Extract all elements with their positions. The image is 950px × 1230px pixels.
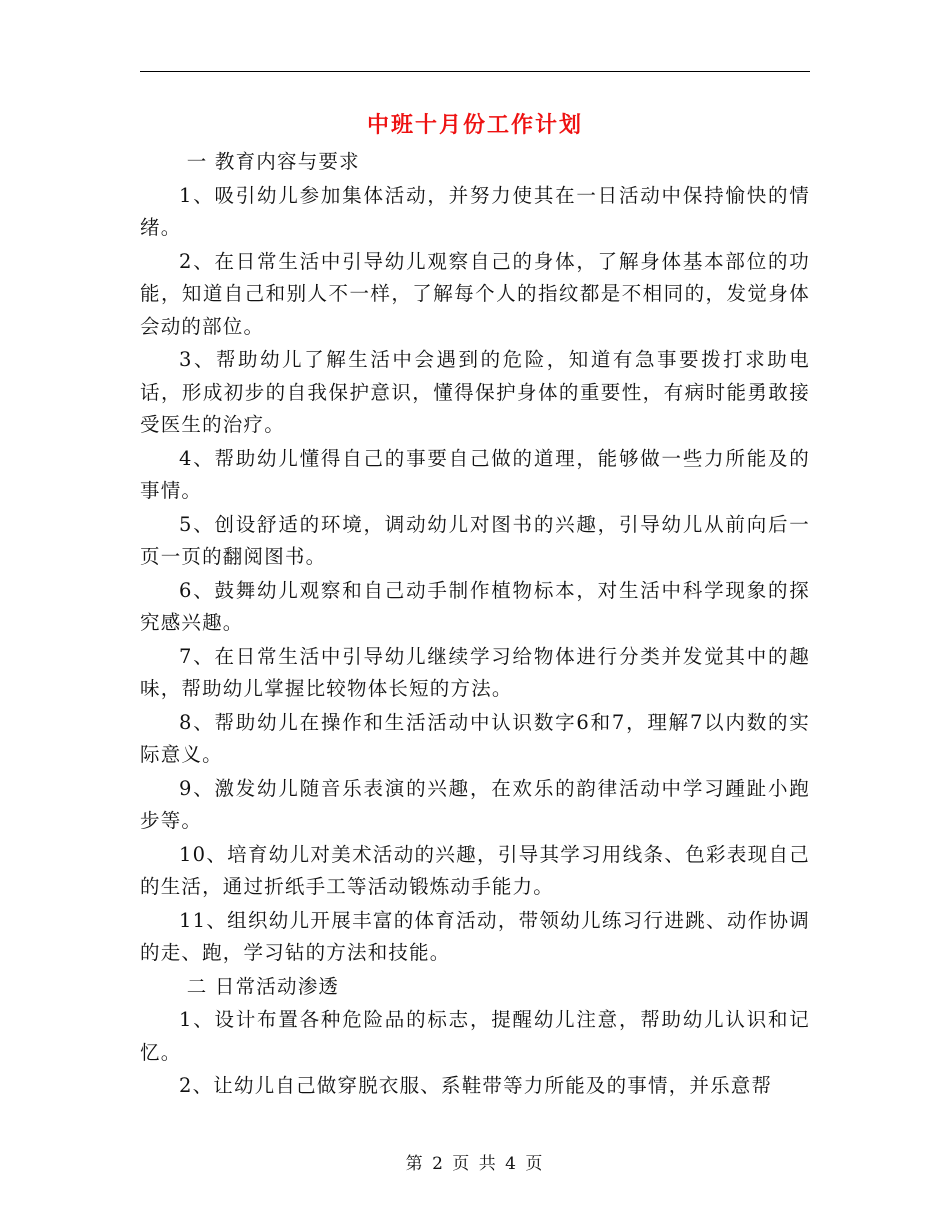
list-item: 11、组织幼儿开展丰富的体育活动，带领幼儿练习行进跳、动作协调的走、跑，学习钻的方法和技能。 xyxy=(140,908,810,964)
document-title: 中班十月份工作计划 xyxy=(366,112,583,138)
page-number: 第 2 页 共 4 页 xyxy=(405,1154,545,1174)
list-item: 7、在日常生活中引导幼儿继续学习给物体进行分类并发觉其中的趣味，帮助幼儿掌握比较物体长短的方法。 xyxy=(140,644,810,700)
section-heading-education: 一 教育内容与要求 xyxy=(186,150,360,173)
list-item: 1、吸引幼儿参加集体活动，并努力使其在一日活动中保持愉快的情绪。 xyxy=(140,183,810,239)
list-item: 1、设计布置各种危险品的标志，提醒幼儿注意，帮助幼儿认识和记忆。 xyxy=(140,1008,810,1064)
list-item: 9、激发幼儿随音乐表演的兴趣，在欢乐的韵律活动中学习踵趾小跑步等。 xyxy=(140,776,810,832)
document-body xyxy=(140,146,810,1104)
list-item: 2、在日常生活中引导幼儿观察自己的身体，了解身体基本部位的功能，知道自己和别人不一样，了解每个人的指纹都是不相同的，发觉身体会动的部位。 xyxy=(140,249,810,338)
section-heading-daily-activities: 二 日常活动渗透 xyxy=(186,974,340,998)
list-item: 6、鼓舞幼儿观察和自己动手制作植物标本，对生活中科学现象的探究感兴趣。 xyxy=(140,578,810,634)
list-item: 3、帮助幼儿了解生活中会遇到的危险，知道有急事要拨打求助电话，形成初步的自我保护意识，懂得保护身体的重要性，有病时能勇敢接受医生的治疗。 xyxy=(140,348,810,436)
list-item: 4、帮助幼儿懂得自己的事要自己做的道理，能够做一些力所能及的事情。 xyxy=(140,446,810,502)
header-rule xyxy=(140,71,810,72)
list-item: 2、让幼儿自己做穿脱衣服、系鞋带等力所能及的事情，并乐意帮 xyxy=(179,1074,773,1097)
list-item: 8、帮助幼儿在操作和生活活动中认识数字6和7，理解7以内数的实际意义。 xyxy=(140,710,810,766)
list-item: 5、创设舒适的环境，调动幼儿对图书的兴趣，引导幼儿从前向后一页一页的翻阅图书。 xyxy=(140,512,810,568)
list-item: 10、培育幼儿对美术活动的兴趣，引导其学习用线条、色彩表现自己的生活，通过折纸手工等活动锻炼动手能力。 xyxy=(140,842,810,898)
